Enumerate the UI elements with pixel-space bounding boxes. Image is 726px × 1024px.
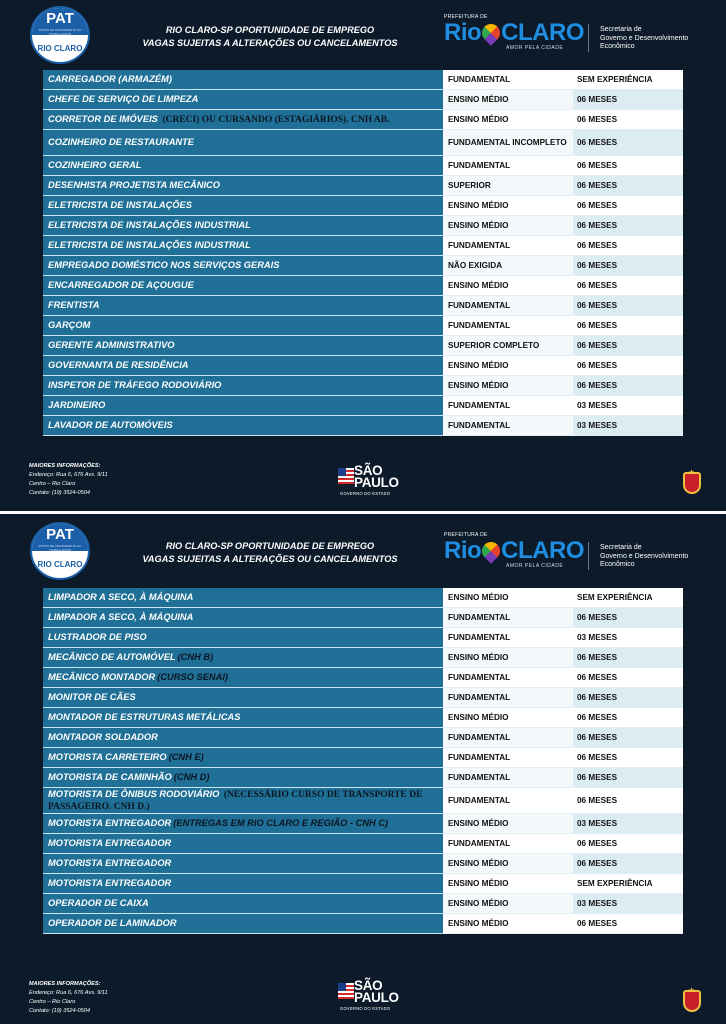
sp-logo-line-1: SÃO <box>354 463 383 478</box>
sp-logo-text <box>354 465 399 489</box>
table-row <box>43 276 683 296</box>
job-title-cell <box>43 130 443 156</box>
job-board-page-1 <box>0 0 726 511</box>
education-cell: FUNDAMENTAL <box>443 834 573 854</box>
job-title: MOTORISTA ENTREGADOR <box>48 838 172 848</box>
table-row <box>43 216 683 236</box>
job-title: JARDINEIRO <box>48 400 106 410</box>
city-name-left: Rio <box>444 19 482 46</box>
job-title-cell <box>43 356 443 376</box>
experience-cell: SEM EXPERIÊNCIA <box>573 588 683 608</box>
secretaria-label <box>600 26 688 52</box>
header-divider <box>588 542 589 570</box>
job-title-cell <box>43 588 443 608</box>
education-cell: FUNDAMENTAL <box>443 668 573 688</box>
pat-small-text: POSTO DE ATENDIMENTO AO TRABALHADOR <box>38 544 82 552</box>
experience-cell: 03 MESES <box>573 628 683 648</box>
job-title: MOTORISTA DE ÔNIBUS RODOVIÁRIO <box>48 788 220 799</box>
job-title-cell <box>43 216 443 236</box>
table-row <box>43 90 683 110</box>
job-title-cell <box>43 648 443 668</box>
job-requirement: (NECESSÁRIO CURSO DE TRANSPORTE DE PASSAGEIRO. CNH D.) <box>48 789 423 812</box>
job-requirement: (CNH D) <box>173 772 210 782</box>
experience-cell: SEM EXPERIÊNCIA <box>573 70 683 90</box>
table-row <box>43 256 683 276</box>
job-title: ELETRICISTA DE INSTALAÇÕES INDUSTRIAL <box>48 240 251 250</box>
education-cell: FUNDAMENTAL <box>443 156 573 176</box>
sp-logo-text <box>354 980 399 1004</box>
job-board-page-2 <box>0 514 726 1024</box>
job-title: DESENHISTA PROJETISTA MECÂNICO <box>48 180 221 190</box>
table-row <box>43 236 683 256</box>
city-name-right: CLARO <box>501 19 584 46</box>
experience-cell: 06 MESES <box>573 236 683 256</box>
job-title-cell <box>43 628 443 648</box>
job-requirement: (CURSO SENAI) <box>157 672 229 682</box>
footer-info-title: MAIORES INFORMAÇÕES: <box>29 463 101 469</box>
table-row <box>43 416 683 436</box>
job-title-cell <box>43 296 443 316</box>
experience-cell: 03 MESES <box>573 396 683 416</box>
experience-cell: 06 MESES <box>573 648 683 668</box>
table-row <box>43 688 683 708</box>
job-title-cell <box>43 914 443 934</box>
job-title-cell <box>43 748 443 768</box>
job-title: MONITOR DE CÃES <box>48 692 136 702</box>
job-title: ELETRICISTA DE INSTALAÇÕES INDUSTRIAL <box>48 220 251 230</box>
prefeitura-label: PREFEITURA DE <box>444 532 488 538</box>
rio-claro-logo <box>444 14 584 56</box>
job-title: GARÇOM <box>48 320 91 330</box>
city-name-left: Rio <box>444 537 482 564</box>
sp-flag-canton <box>338 983 346 991</box>
table-row <box>43 854 683 874</box>
sp-flag-canton <box>338 468 346 476</box>
sp-gov-label: GOVERNO DO ESTADO <box>340 491 391 496</box>
table-row <box>43 376 683 396</box>
job-title-cell <box>43 276 443 296</box>
job-title: MOTORISTA ENTREGADOR <box>48 858 172 868</box>
table-row <box>43 70 683 90</box>
education-cell: FUNDAMENTAL INCOMPLETO <box>443 130 573 156</box>
pat-small-text: POSTO DE ATENDIMENTO AO TRABALHADOR <box>38 28 82 36</box>
job-title: MOTORISTA ENTREGADOR <box>48 878 172 888</box>
footer-info <box>29 980 108 1016</box>
education-cell: ENSINO MÉDIO <box>443 708 573 728</box>
sp-logo-line-2: PAULO <box>354 990 399 1005</box>
title-line-2: VAGAS SUJEITAS A ALTERAÇÕES OU CANCELAMENTOS <box>142 554 398 564</box>
table-row <box>43 914 683 934</box>
job-title: MOTORISTA CARRETEIRO <box>48 752 167 762</box>
job-title-cell <box>43 256 443 276</box>
experience-cell: 06 MESES <box>573 110 683 130</box>
pat-city: RIO CLARO <box>37 44 83 53</box>
experience-cell: 06 MESES <box>573 608 683 628</box>
page-title <box>120 24 420 50</box>
education-cell: NÃO EXIGIDA <box>443 256 573 276</box>
crest-shield <box>683 990 701 1012</box>
experience-cell: 06 MESES <box>573 336 683 356</box>
table-row <box>43 608 683 628</box>
table-row <box>43 356 683 376</box>
education-cell: ENSINO MÉDIO <box>443 894 573 914</box>
job-title: FRENTISTA <box>48 300 100 310</box>
city-tagline: AMOR PELA CIDADE <box>506 563 564 569</box>
education-cell: ENSINO MÉDIO <box>443 376 573 396</box>
experience-cell: 06 MESES <box>573 296 683 316</box>
job-title-cell <box>43 90 443 110</box>
experience-cell: 06 MESES <box>573 130 683 156</box>
education-cell: ENSINO MÉDIO <box>443 854 573 874</box>
experience-cell: 06 MESES <box>573 728 683 748</box>
experience-cell: 06 MESES <box>573 356 683 376</box>
table-row <box>43 834 683 854</box>
experience-cell: 06 MESES <box>573 914 683 934</box>
table-row <box>43 668 683 688</box>
job-title-cell <box>43 688 443 708</box>
city-tagline: AMOR PELA CIDADE <box>506 45 564 51</box>
job-title: CORRETOR DE IMÓVEIS <box>48 113 158 124</box>
table-row <box>43 336 683 356</box>
education-cell: FUNDAMENTAL <box>443 728 573 748</box>
job-title: LIMPADOR A SECO, À MÁQUINA <box>48 612 194 622</box>
job-title: OPERADOR DE LAMINADOR <box>48 918 177 928</box>
job-title-cell <box>43 668 443 688</box>
job-title-cell <box>43 176 443 196</box>
job-title: ENCARREGADOR DE AÇOUGUE <box>48 280 194 290</box>
job-title: LIMPADOR A SECO, À MÁQUINA <box>48 592 194 602</box>
secretaria-line-2: Governo e Desenvolvimento <box>600 34 689 42</box>
pat-label: PAT <box>32 524 88 551</box>
experience-cell: 06 MESES <box>573 854 683 874</box>
job-title-cell <box>43 768 443 788</box>
education-cell: ENSINO MÉDIO <box>443 356 573 376</box>
education-cell: ENSINO MÉDIO <box>443 196 573 216</box>
job-title: GERENTE ADMINISTRATIVO <box>48 340 175 350</box>
job-title-cell <box>43 416 443 436</box>
job-title: MECÂNICO MONTADOR <box>48 672 156 682</box>
job-title: CARREGADOR (ARMAZÉM) <box>48 74 172 84</box>
title-line-1: RIO CLARO-SP OPORTUNIDADE DE EMPREGO <box>165 25 375 35</box>
job-title-cell <box>43 156 443 176</box>
pat-logo <box>30 6 90 64</box>
job-title: MONTADOR SOLDADOR <box>48 732 158 742</box>
education-cell: ENSINO MÉDIO <box>443 216 573 236</box>
job-title: COZINHEIRO DE RESTAURANTE <box>48 137 194 147</box>
job-title-cell <box>43 336 443 356</box>
job-title-cell <box>43 834 443 854</box>
table-row <box>43 130 683 156</box>
table-row <box>43 814 683 834</box>
job-title: MECÂNICO DE AUTOMÓVEL <box>48 652 176 662</box>
job-title-cell <box>43 788 443 814</box>
table-row <box>43 316 683 336</box>
job-title-cell <box>43 708 443 728</box>
sp-logo-line-2: PAULO <box>354 475 399 490</box>
education-cell: ENSINO MÉDIO <box>443 90 573 110</box>
experience-cell: 06 MESES <box>573 196 683 216</box>
education-cell: FUNDAMENTAL <box>443 396 573 416</box>
table-row <box>43 708 683 728</box>
sp-gov-label: GOVERNO DO ESTADO <box>340 1006 391 1011</box>
job-title: COZINHEIRO GERAL <box>48 160 142 170</box>
page-title <box>120 540 420 566</box>
table-row <box>43 196 683 216</box>
job-title-cell <box>43 874 443 894</box>
secretaria-label <box>600 544 688 570</box>
job-requirement: (CRECI) OU CURSANDO (ESTAGIÁRIOS). CNH AB. <box>162 114 390 125</box>
job-title-cell <box>43 70 443 90</box>
table-row <box>43 748 683 768</box>
job-title-cell <box>43 316 443 336</box>
table-row <box>43 396 683 416</box>
experience-cell: 06 MESES <box>573 256 683 276</box>
table-row <box>43 894 683 914</box>
title-line-2: VAGAS SUJEITAS A ALTERAÇÕES OU CANCELAMENTOS <box>142 38 398 48</box>
crest-shield <box>683 472 701 494</box>
job-title-cell <box>43 236 443 256</box>
job-requirement: (CNH E) <box>168 752 204 762</box>
state-crest-icon <box>679 986 705 1014</box>
experience-cell: 06 MESES <box>573 768 683 788</box>
experience-cell: 06 MESES <box>573 90 683 110</box>
sao-paulo-logo <box>338 978 399 1014</box>
pat-label: PAT <box>32 8 88 35</box>
rio-claro-logo <box>444 532 584 574</box>
table-row <box>43 768 683 788</box>
education-cell: FUNDAMENTAL <box>443 748 573 768</box>
job-title-cell <box>43 376 443 396</box>
experience-cell: 03 MESES <box>573 814 683 834</box>
education-cell: FUNDAMENTAL <box>443 608 573 628</box>
education-cell: ENSINO MÉDIO <box>443 648 573 668</box>
job-title-cell <box>43 894 443 914</box>
education-cell: SUPERIOR <box>443 176 573 196</box>
job-title-cell <box>43 396 443 416</box>
experience-cell: 03 MESES <box>573 894 683 914</box>
education-cell: ENSINO MÉDIO <box>443 110 573 130</box>
footer-info-title: MAIORES INFORMAÇÕES: <box>29 981 101 987</box>
experience-cell: 06 MESES <box>573 788 683 814</box>
secretaria-line-3: Econômico <box>600 561 635 568</box>
state-crest-icon <box>679 468 705 496</box>
pat-logo <box>30 522 90 580</box>
job-title: LUSTRADOR DE PISO <box>48 632 147 642</box>
footer-info <box>29 462 108 498</box>
footer-contact: Contato: (19) 3524-0504 <box>29 1008 90 1014</box>
education-cell: ENSINO MÉDIO <box>443 814 573 834</box>
table-row <box>43 588 683 608</box>
education-cell: ENSINO MÉDIO <box>443 588 573 608</box>
experience-cell: 06 MESES <box>573 708 683 728</box>
sp-logo-line-1: SÃO <box>354 978 383 993</box>
job-title: MOTORISTA DE CAMINHÃO <box>48 772 172 782</box>
table-row <box>43 176 683 196</box>
table-row <box>43 728 683 748</box>
prefeitura-label: PREFEITURA DE <box>444 14 488 20</box>
job-title: OPERADOR DE CAIXA <box>48 898 149 908</box>
experience-cell: 06 MESES <box>573 668 683 688</box>
footer-district: Centro – Rio Claro <box>29 999 76 1005</box>
education-cell: FUNDAMENTAL <box>443 416 573 436</box>
table-row <box>43 874 683 894</box>
secretaria-line-1: Secretaria de <box>600 544 642 551</box>
experience-cell: SEM EXPERIÊNCIA <box>573 874 683 894</box>
job-title-cell <box>43 110 443 130</box>
secretaria-line-2: Governo e Desenvolvimento <box>600 552 689 560</box>
footer-address: Endereço: Rua 6, 676 Avs. 9/11 <box>29 990 108 996</box>
table-row <box>43 648 683 668</box>
experience-cell: 03 MESES <box>573 416 683 436</box>
job-title: MOTORISTA ENTREGADOR <box>48 818 172 828</box>
experience-cell: 06 MESES <box>573 216 683 236</box>
footer-contact: Contato: (19) 3524-0504 <box>29 490 90 496</box>
job-title: EMPREGADO DOMÉSTICO NOS SERVIÇOS GERAIS <box>48 260 280 270</box>
table-row <box>43 110 683 130</box>
job-title: MONTADOR DE ESTRUTURAS METÁLICAS <box>48 712 241 722</box>
education-cell: FUNDAMENTAL <box>443 788 573 814</box>
experience-cell: 06 MESES <box>573 276 683 296</box>
education-cell: ENSINO MÉDIO <box>443 276 573 296</box>
secretaria-line-3: Econômico <box>600 43 635 50</box>
job-title-cell <box>43 196 443 216</box>
education-cell: SUPERIOR COMPLETO <box>443 336 573 356</box>
education-cell: FUNDAMENTAL <box>443 688 573 708</box>
job-title: CHEFE DE SERVIÇO DE LIMPEZA <box>48 94 199 104</box>
job-title-cell <box>43 608 443 628</box>
education-cell: FUNDAMENTAL <box>443 236 573 256</box>
experience-cell: 06 MESES <box>573 834 683 854</box>
title-line-1: RIO CLARO-SP OPORTUNIDADE DE EMPREGO <box>165 541 375 551</box>
job-title: GOVERNANTA DE RESIDÊNCIA <box>48 360 189 370</box>
table-row <box>43 156 683 176</box>
education-cell: FUNDAMENTAL <box>443 768 573 788</box>
header-divider <box>588 24 589 52</box>
experience-cell: 06 MESES <box>573 156 683 176</box>
footer-district: Centro – Rio Claro <box>29 481 76 487</box>
job-title: INSPETOR DE TRÁFEGO RODOVIÁRIO <box>48 380 222 390</box>
experience-cell: 06 MESES <box>573 376 683 396</box>
pat-city: RIO CLARO <box>37 560 83 569</box>
secretaria-line-1: Secretaria de <box>600 26 642 33</box>
education-cell: ENSINO MÉDIO <box>443 874 573 894</box>
city-name-right: CLARO <box>501 537 584 564</box>
job-requirement: (CNH B) <box>177 652 214 662</box>
job-requirement: (ENTREGAS EM RIO CLARO E REGIÃO - CNH C) <box>173 818 389 828</box>
education-cell: FUNDAMENTAL <box>443 296 573 316</box>
table-row <box>43 296 683 316</box>
experience-cell: 06 MESES <box>573 748 683 768</box>
education-cell: FUNDAMENTAL <box>443 70 573 90</box>
education-cell: FUNDAMENTAL <box>443 316 573 336</box>
job-title-cell <box>43 814 443 834</box>
table-row <box>43 628 683 648</box>
footer-address: Endereço: Rua 6, 676 Avs. 9/11 <box>29 472 108 478</box>
sao-paulo-logo <box>338 463 399 499</box>
experience-cell: 06 MESES <box>573 176 683 196</box>
education-cell: ENSINO MÉDIO <box>443 914 573 934</box>
education-cell: FUNDAMENTAL <box>443 628 573 648</box>
job-title-cell <box>43 728 443 748</box>
job-title-cell <box>43 854 443 874</box>
experience-cell: 06 MESES <box>573 316 683 336</box>
table-row <box>43 788 683 814</box>
experience-cell: 06 MESES <box>573 688 683 708</box>
job-title: LAVADOR DE AUTOMÓVEIS <box>48 420 173 430</box>
job-title: ELETRICISTA DE INSTALAÇÕES <box>48 200 192 210</box>
